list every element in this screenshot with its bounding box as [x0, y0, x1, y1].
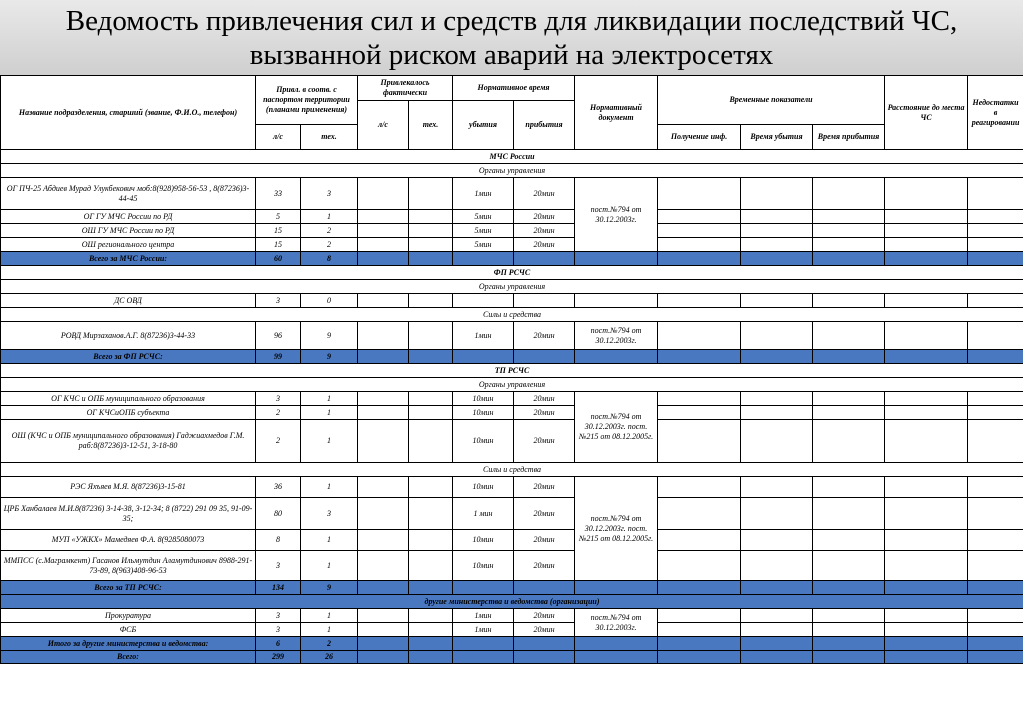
header-name: Название подразделения, старший (звание, Ф.И.О., телефон)	[1, 76, 256, 150]
table-row	[1, 498, 1023, 530]
vedomost-table	[0, 75, 1023, 664]
row-pr: 20мин	[514, 551, 575, 581]
row-tech: 1	[301, 551, 358, 581]
row-pr: 20мин	[514, 477, 575, 498]
total-label: Всего за МЧС России:	[1, 252, 256, 266]
header-vremya-ub: Время убытия	[741, 125, 813, 150]
row-pr: 20мин	[514, 420, 575, 463]
total-label: Итого за другие министерства и ведомства:	[1, 637, 256, 651]
row-name: ЦРБ Ханбалаев М.И.8(87236) 3-14-38, 3-12-34; 8 (8722) 291 09 35, 91-09-35;	[1, 498, 256, 530]
subsection-organy: Органы управления	[1, 280, 1023, 294]
table-row	[1, 609, 1023, 623]
subsection-sily: Силы и средства	[1, 308, 1023, 322]
row-ls: 15	[256, 224, 301, 238]
section-drugie: другие министерства и ведомства (организации)	[1, 595, 1023, 609]
row-tech: 3	[301, 178, 358, 210]
title-line-2: вызванной риском аварий на электросетях	[249, 39, 774, 71]
table-row	[1, 551, 1023, 581]
row-doc: пост.№794 от 30.12.2003г.	[575, 178, 658, 252]
header-shortage: Недостатки в реагировании	[968, 76, 1023, 150]
row-name: РОВД Мирзаханов.А.Г. 8(87236)3-44-33	[1, 322, 256, 350]
page-title	[0, 0, 1023, 72]
row-ub: 1 мин	[453, 498, 514, 530]
doc-215: пост.№215 от 08.12.2005г.	[578, 523, 654, 543]
row-name: ММПСС (с.Маграмкент) Гасанов Ильмутдин Аламутдинович 8988-291-73-89, 8(963)408-96-53	[1, 551, 256, 581]
row-tech: 1	[301, 530, 358, 551]
row-ls: 3	[256, 294, 301, 308]
row-name: ОШ регионального центра	[1, 238, 256, 252]
row-ub: 1мин	[453, 609, 514, 623]
row-ub: 5мин	[453, 210, 514, 224]
table-row	[1, 210, 1023, 224]
table-row	[1, 224, 1023, 238]
table-row	[1, 294, 1023, 308]
row-doc	[575, 392, 658, 463]
header-row	[1, 76, 1023, 101]
total-tech: 2	[301, 637, 358, 651]
row-name: ОШ (КЧС и ОПБ муниципального образования) Гаджиахмедов Г.М. раб:8(87236)3-12-51, 3-18-80	[1, 420, 256, 463]
row-pr: 20мин	[514, 178, 575, 210]
doc-794: пост.№794 от 30.12.2003г.	[584, 412, 642, 431]
subsection-row	[1, 280, 1023, 294]
row-ub: 10мин	[453, 477, 514, 498]
row-tech: 0	[301, 294, 358, 308]
row-ls: 15	[256, 238, 301, 252]
header-time-indicators: Временные показатели	[658, 76, 885, 125]
row-pr: 20мин	[514, 224, 575, 238]
row-ls: 2	[256, 420, 301, 463]
header-priv-ls: л/с	[256, 125, 301, 150]
table-row	[1, 623, 1023, 637]
total-row	[1, 581, 1023, 595]
total-ls: 134	[256, 581, 301, 595]
row-ls: 3	[256, 392, 301, 406]
subsection-row	[1, 308, 1023, 322]
row-ub: 10мин	[453, 530, 514, 551]
row-tech: 1	[301, 609, 358, 623]
table-row	[1, 238, 1023, 252]
header-norm-time: Нормативное время	[453, 76, 575, 101]
title-line-1: Ведомость привлечения сил и средств для ликвидации последствий ЧС,	[65, 5, 958, 37]
table-row	[1, 178, 1023, 210]
row-pr: 20мин	[514, 392, 575, 406]
row-ls: 5	[256, 210, 301, 224]
row-tech: 1	[301, 392, 358, 406]
table-row	[1, 420, 1023, 463]
header-distance: Расстояние до места ЧС	[885, 76, 968, 150]
row-ub: 1мин	[453, 178, 514, 210]
subsection-row	[1, 164, 1023, 178]
row-ls: 3	[256, 609, 301, 623]
subsection-row	[1, 463, 1023, 477]
row-name: ОШ ГУ МЧС России по РД	[1, 224, 256, 238]
row-name: ОГ ПЧ-25 Абдиев Мурад Улукбекович моб:8(928)958-56-53 , 8(87236)3-44-45	[1, 178, 256, 210]
section-mchs: МЧС России	[1, 150, 1023, 164]
row-name: Прокуратура	[1, 609, 256, 623]
total-label: Всего за ФП РСЧС:	[1, 350, 256, 364]
row-pr: 20мин	[514, 623, 575, 637]
row-ub: 1мин	[453, 623, 514, 637]
row-name: ОГ КЧС и ОПБ муниципального образования	[1, 392, 256, 406]
row-tech: 1	[301, 623, 358, 637]
row-pr: 20мин	[514, 322, 575, 350]
row-pr: 20мин	[514, 530, 575, 551]
table-row	[1, 392, 1023, 406]
header-norm-doc: Нормативный документ	[575, 76, 658, 150]
row-name: МУП «УЖКХ» Мамедяев Ф.А. 8(9285080073	[1, 530, 256, 551]
row-pr: 20мин	[514, 406, 575, 420]
row-pr: 20мин	[514, 609, 575, 623]
row-ub: 5мин	[453, 238, 514, 252]
row-ub: 10мин	[453, 551, 514, 581]
header-ubytiya: убытия	[453, 101, 514, 150]
row-pr: 20мин	[514, 498, 575, 530]
row-name: ФСБ	[1, 623, 256, 637]
row-doc	[575, 477, 658, 581]
row-ls: 33	[256, 178, 301, 210]
total-tech: 8	[301, 252, 358, 266]
total-ls: 60	[256, 252, 301, 266]
subsection-sily: Силы и средства	[1, 463, 1023, 477]
header-pribytiya: прибытия	[514, 101, 575, 150]
section-row	[1, 150, 1023, 164]
row-tech: 1	[301, 477, 358, 498]
row-name: ОГ КЧСиОПБ субъекта	[1, 406, 256, 420]
total-row	[1, 637, 1023, 651]
row-tech: 1	[301, 406, 358, 420]
row-doc: пост.№794 от 30.12.2003г.	[575, 609, 658, 637]
row-ls: 2	[256, 406, 301, 420]
row-name: ОГ ГУ МЧС России по РД	[1, 210, 256, 224]
table-row	[1, 406, 1023, 420]
total-ls: 6	[256, 637, 301, 651]
total-row	[1, 252, 1023, 266]
row-ub: 10мин	[453, 392, 514, 406]
section-row	[1, 266, 1023, 280]
total-label: Всего за ТП РСЧС:	[1, 581, 256, 595]
row-pr: 20мин	[514, 238, 575, 252]
header-fact-ls: л/с	[358, 101, 409, 150]
grand-total-tech: 26	[301, 651, 358, 664]
row-tech: 1	[301, 420, 358, 463]
table-row	[1, 530, 1023, 551]
grand-total-ls: 299	[256, 651, 301, 664]
row-ls: 96	[256, 322, 301, 350]
doc-215: пост.№215 от 08.12.2005г.	[578, 422, 654, 441]
row-doc: пост.№794 от 30.12.2003г.	[575, 322, 658, 350]
row-tech: 3	[301, 498, 358, 530]
total-row	[1, 350, 1023, 364]
row-tech: 2	[301, 224, 358, 238]
row-name: ДС ОВД	[1, 294, 256, 308]
table-row	[1, 477, 1023, 498]
section-row	[1, 364, 1023, 378]
row-ub: 10мин	[453, 420, 514, 463]
row-ls: 3	[256, 623, 301, 637]
grand-total-row	[1, 651, 1023, 664]
row-ls: 8	[256, 530, 301, 551]
subsection-organy: Органы управления	[1, 164, 1023, 178]
section-tp: ТП РСЧС	[1, 364, 1023, 378]
total-ls: 99	[256, 350, 301, 364]
table-row	[1, 322, 1023, 350]
total-tech: 9	[301, 350, 358, 364]
total-tech: 9	[301, 581, 358, 595]
row-name: РЭС Яхъяев М.Я. 8(87236)3-15-81	[1, 477, 256, 498]
row-tech: 9	[301, 322, 358, 350]
row-pr: 20мин	[514, 210, 575, 224]
header-fact-tech: тех.	[409, 101, 453, 150]
row-ls: 3	[256, 551, 301, 581]
subsection-row	[1, 378, 1023, 392]
header-poluchenie: Получение инф.	[658, 125, 741, 150]
section-row	[1, 595, 1023, 609]
grand-total-label: Всего:	[1, 651, 256, 664]
row-ub: 5мин	[453, 224, 514, 238]
header-fact: Привлекалось фактически	[358, 76, 453, 101]
row-ub: 10мин	[453, 406, 514, 420]
header-priv-tech: тех.	[301, 125, 358, 150]
page-header	[0, 0, 1023, 76]
section-fp: ФП РСЧС	[1, 266, 1023, 280]
row-ls: 80	[256, 498, 301, 530]
header-vremya-pr: Время прибытия	[813, 125, 885, 150]
header-priv: Привл. в соотв. с паспортом территории (планами применения)	[256, 76, 358, 125]
row-tech: 2	[301, 238, 358, 252]
row-ub: 1мин	[453, 322, 514, 350]
doc-794: пост.№794 от 30.12.2003г.	[584, 513, 642, 533]
subsection-organy: Органы управления	[1, 378, 1023, 392]
row-tech: 1	[301, 210, 358, 224]
row-ls: 36	[256, 477, 301, 498]
